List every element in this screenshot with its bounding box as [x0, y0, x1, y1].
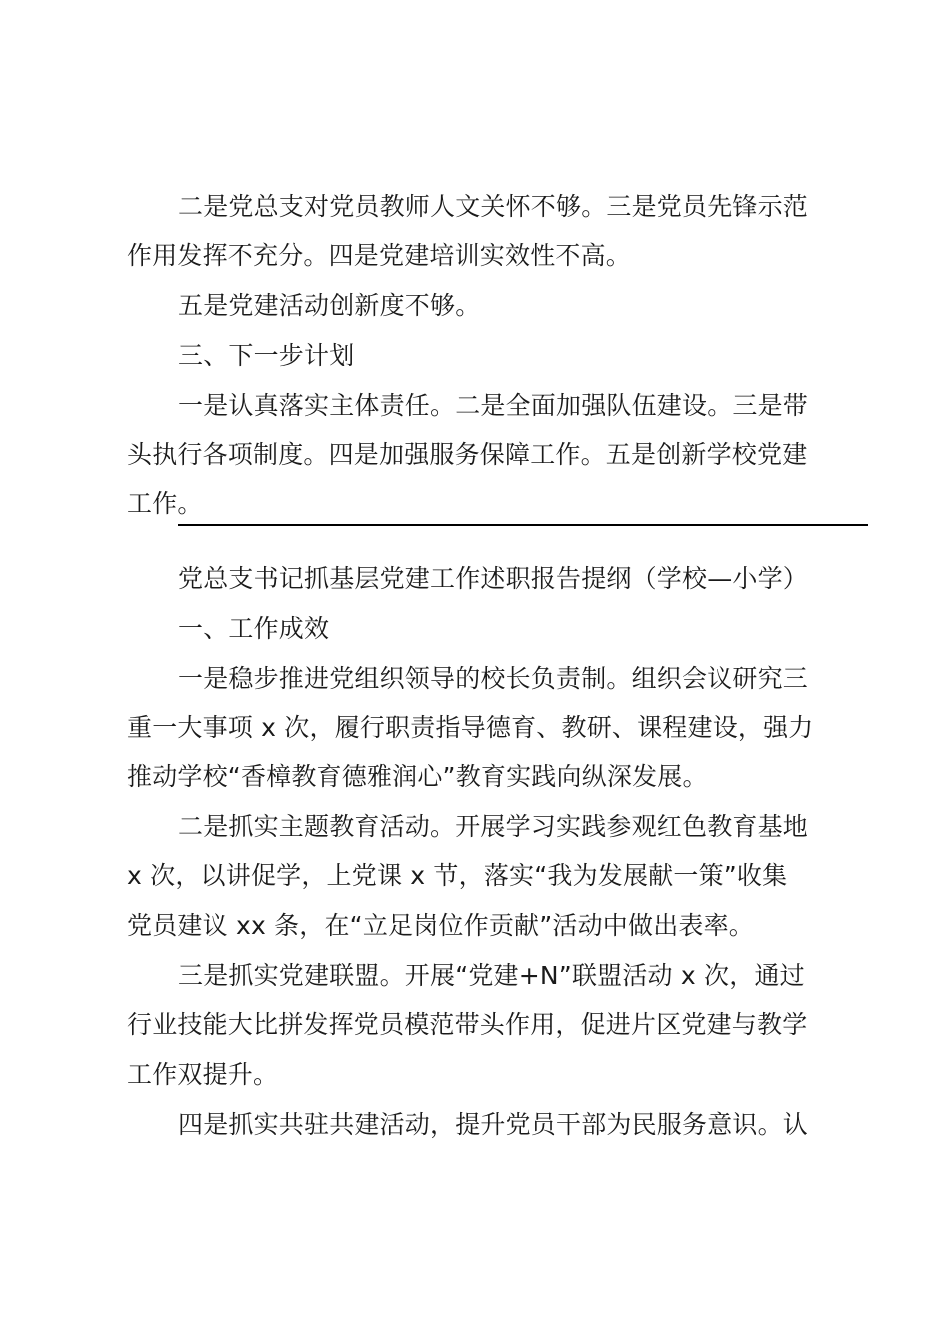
section-divider — [178, 524, 868, 526]
paragraph-line: 工作。 — [127, 489, 203, 518]
section-heading: 三、下一步计划 — [178, 341, 355, 370]
paragraph-line: 行业技能大比拼发挥党员模范带头作用，促进片区党建与教学 — [127, 1010, 808, 1039]
document-title: 党总支书记抓基层党建工作述职报告提纲（学校—小学） — [178, 564, 809, 593]
section-heading: 一、工作成效 — [178, 614, 330, 643]
paragraph-line: 四是抓实共驻共建活动，提升党员干部为民服务意识。认 — [178, 1110, 809, 1139]
paragraph-line: 三是抓实党建联盟。开展“党建+N”联盟活动 x 次，通过 — [178, 961, 805, 990]
paragraph-line: 一是稳步推进党组织领导的校长负责制。组织会议研究三 — [178, 664, 809, 693]
paragraph-line: 重一大事项 x 次，履行职责指导德育、教研、课程建设，强力 — [127, 713, 814, 742]
paragraph-line: 头执行各项制度。四是加强服务保障工作。五是创新学校党建 — [127, 440, 808, 469]
paragraph-line: 推动学校“香樟教育德雅润心”教育实践向纵深发展。 — [127, 762, 708, 791]
paragraph-line: 二是党总支对党员教师人文关怀不够。三是党员先锋示范 — [178, 192, 809, 221]
paragraph-line: 作用发挥不充分。四是党建培训实效性不高。 — [127, 241, 632, 270]
paragraph-line: 五是党建活动创新度不够。 — [178, 291, 481, 320]
paragraph-line: 党员建议 xx 条，在“立足岗位作贡献”活动中做出表率。 — [127, 911, 754, 940]
paragraph-line: 一是认真落实主体责任。二是全面加强队伍建设。三是带 — [178, 391, 809, 420]
paragraph-line: 工作双提升。 — [127, 1060, 279, 1089]
paragraph-line: x 次，以讲促学，上党课 x 节，落实“我为发展献一策”收集 — [127, 861, 788, 890]
paragraph-line: 二是抓实主题教育活动。开展学习实践参观红色教育基地 — [178, 812, 809, 841]
